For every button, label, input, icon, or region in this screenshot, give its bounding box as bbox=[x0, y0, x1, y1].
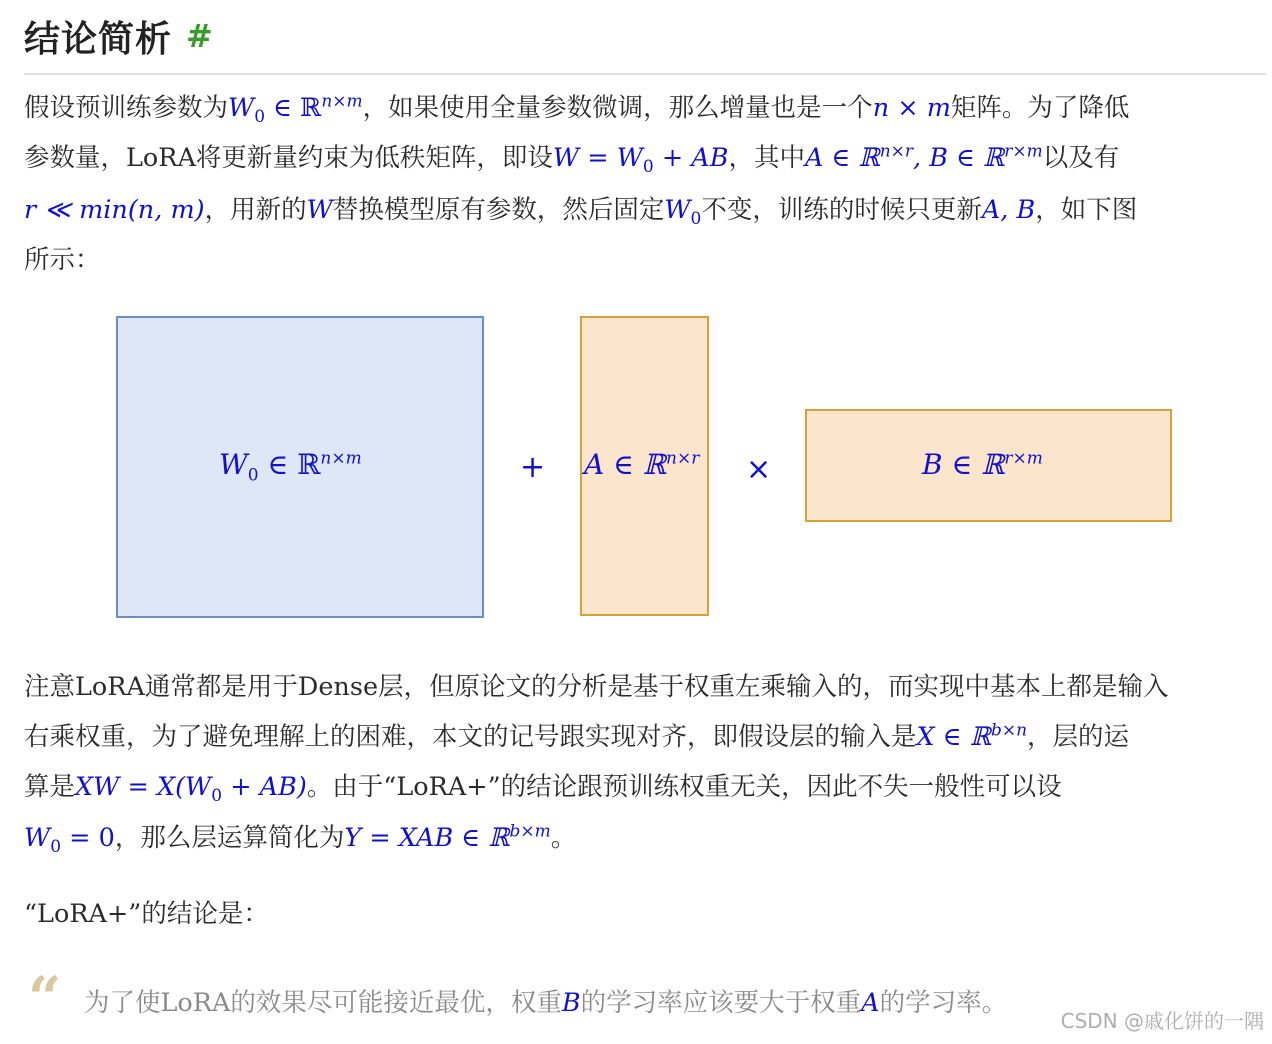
math: b×n bbox=[990, 720, 1028, 741]
section-heading bbox=[24, 8, 213, 64]
math: 0 bbox=[50, 837, 62, 858]
text: ，那么层运算简化为 bbox=[114, 823, 345, 853]
math: W = W bbox=[552, 143, 643, 173]
math: X ∈ ℝ bbox=[916, 722, 991, 752]
b-matrix-label bbox=[922, 448, 1043, 481]
text: ，如下图 bbox=[1035, 195, 1138, 225]
heading-anchor-link[interactable]: # bbox=[186, 17, 213, 55]
p1-line-2 bbox=[24, 138, 1120, 178]
math: b×m bbox=[509, 821, 551, 842]
text: ，用新的 bbox=[204, 195, 307, 225]
p2-line-2 bbox=[24, 717, 1129, 753]
text: ，层的运 bbox=[1027, 722, 1130, 752]
math: 0 bbox=[211, 786, 223, 807]
quote-text bbox=[84, 983, 1007, 1019]
text: 以及有 bbox=[1042, 143, 1120, 173]
text: 矩阵。为了降低 bbox=[950, 93, 1130, 123]
text: 为了使LoRA的效果尽可能接近最优，权重 bbox=[84, 988, 562, 1018]
w0-matrix-label bbox=[219, 448, 362, 486]
p2-line-4 bbox=[24, 818, 577, 858]
heading-title: 结论简析 bbox=[24, 18, 173, 60]
p1-line-3 bbox=[24, 190, 1138, 230]
math: A ∈ ℝ bbox=[584, 448, 667, 481]
math: W bbox=[306, 195, 333, 225]
p3-line: “LoRA+”的结论是： bbox=[24, 899, 269, 929]
text: 注意LoRA通常都是用于Dense层，但原论文的分析是基于权重左乘输入的，而实现中基本上都是输入 bbox=[24, 672, 1169, 702]
math: B bbox=[561, 988, 581, 1018]
math: n × m bbox=[872, 93, 951, 123]
text: 不变，训练的时候只更新 bbox=[701, 195, 982, 225]
math: , B ∈ ℝ bbox=[913, 143, 1005, 173]
text: 算是 bbox=[24, 772, 76, 802]
math: n×r bbox=[666, 448, 700, 469]
heading-divider bbox=[24, 73, 1266, 75]
text: 替换模型原有参数，然后固定 bbox=[332, 195, 665, 225]
math: A, B bbox=[981, 195, 1036, 225]
text: 的学习率。 bbox=[879, 988, 1008, 1018]
p2-line-3 bbox=[24, 767, 1062, 807]
p1-line-1 bbox=[24, 88, 1130, 128]
quote-icon: “ bbox=[28, 964, 62, 1032]
text: ，其中 bbox=[728, 143, 805, 173]
math: Y = XAB ∈ ℝ bbox=[344, 823, 510, 853]
math: W bbox=[228, 93, 255, 123]
math: W bbox=[219, 448, 248, 481]
math: = 0 bbox=[61, 823, 115, 853]
math: 0 bbox=[690, 209, 702, 230]
p1-line-4 bbox=[24, 240, 101, 276]
text: 假设预训练参数为 bbox=[24, 93, 229, 123]
math: W bbox=[664, 195, 691, 225]
math: 0 bbox=[254, 107, 266, 128]
p2-line-1 bbox=[24, 667, 1169, 703]
math: W bbox=[24, 823, 51, 853]
math: ∈ ℝ bbox=[258, 448, 321, 481]
text: 的学习率应该要大于权重 bbox=[580, 988, 862, 1018]
math: n×m bbox=[321, 91, 363, 112]
math: r ≪ min(n, m) bbox=[24, 195, 205, 225]
csdn-watermark: CSDN @戚化饼的一隅 bbox=[1060, 1009, 1264, 1033]
lora-decomposition-figure bbox=[24, 300, 1266, 630]
math: A bbox=[861, 988, 880, 1018]
math: n×r bbox=[879, 141, 914, 162]
math: 0 bbox=[642, 157, 654, 178]
text: 所示： bbox=[24, 245, 101, 275]
math: n×m bbox=[320, 448, 362, 469]
math: r×m bbox=[1004, 141, 1043, 162]
math: XW = X(W bbox=[75, 772, 212, 802]
math: + AB bbox=[653, 143, 729, 173]
plus-operator: + bbox=[520, 450, 546, 485]
text: 。由于“LoRA+”的结论跟预训练权重无关，因此不失一般性可以设 bbox=[306, 772, 1062, 802]
math: ∈ ℝ bbox=[265, 93, 322, 123]
text: 。 bbox=[550, 823, 577, 853]
times-operator: × bbox=[746, 452, 772, 487]
math: 0 bbox=[247, 465, 259, 486]
math: A ∈ ℝ bbox=[804, 143, 880, 173]
text: 右乘权重，为了避免理解上的困难，本文的记号跟实现对齐，即假设层的输入是 bbox=[24, 722, 917, 752]
math: r×m bbox=[1004, 448, 1043, 469]
a-matrix-label bbox=[584, 448, 699, 481]
text: ，如果使用全量参数微调，那么增量也是一个 bbox=[362, 93, 873, 123]
math: + AB) bbox=[222, 772, 307, 802]
math: B ∈ ℝ bbox=[922, 448, 1005, 481]
text: 参数量，LoRA将更新量约束为低秩矩阵，即设 bbox=[24, 143, 553, 173]
